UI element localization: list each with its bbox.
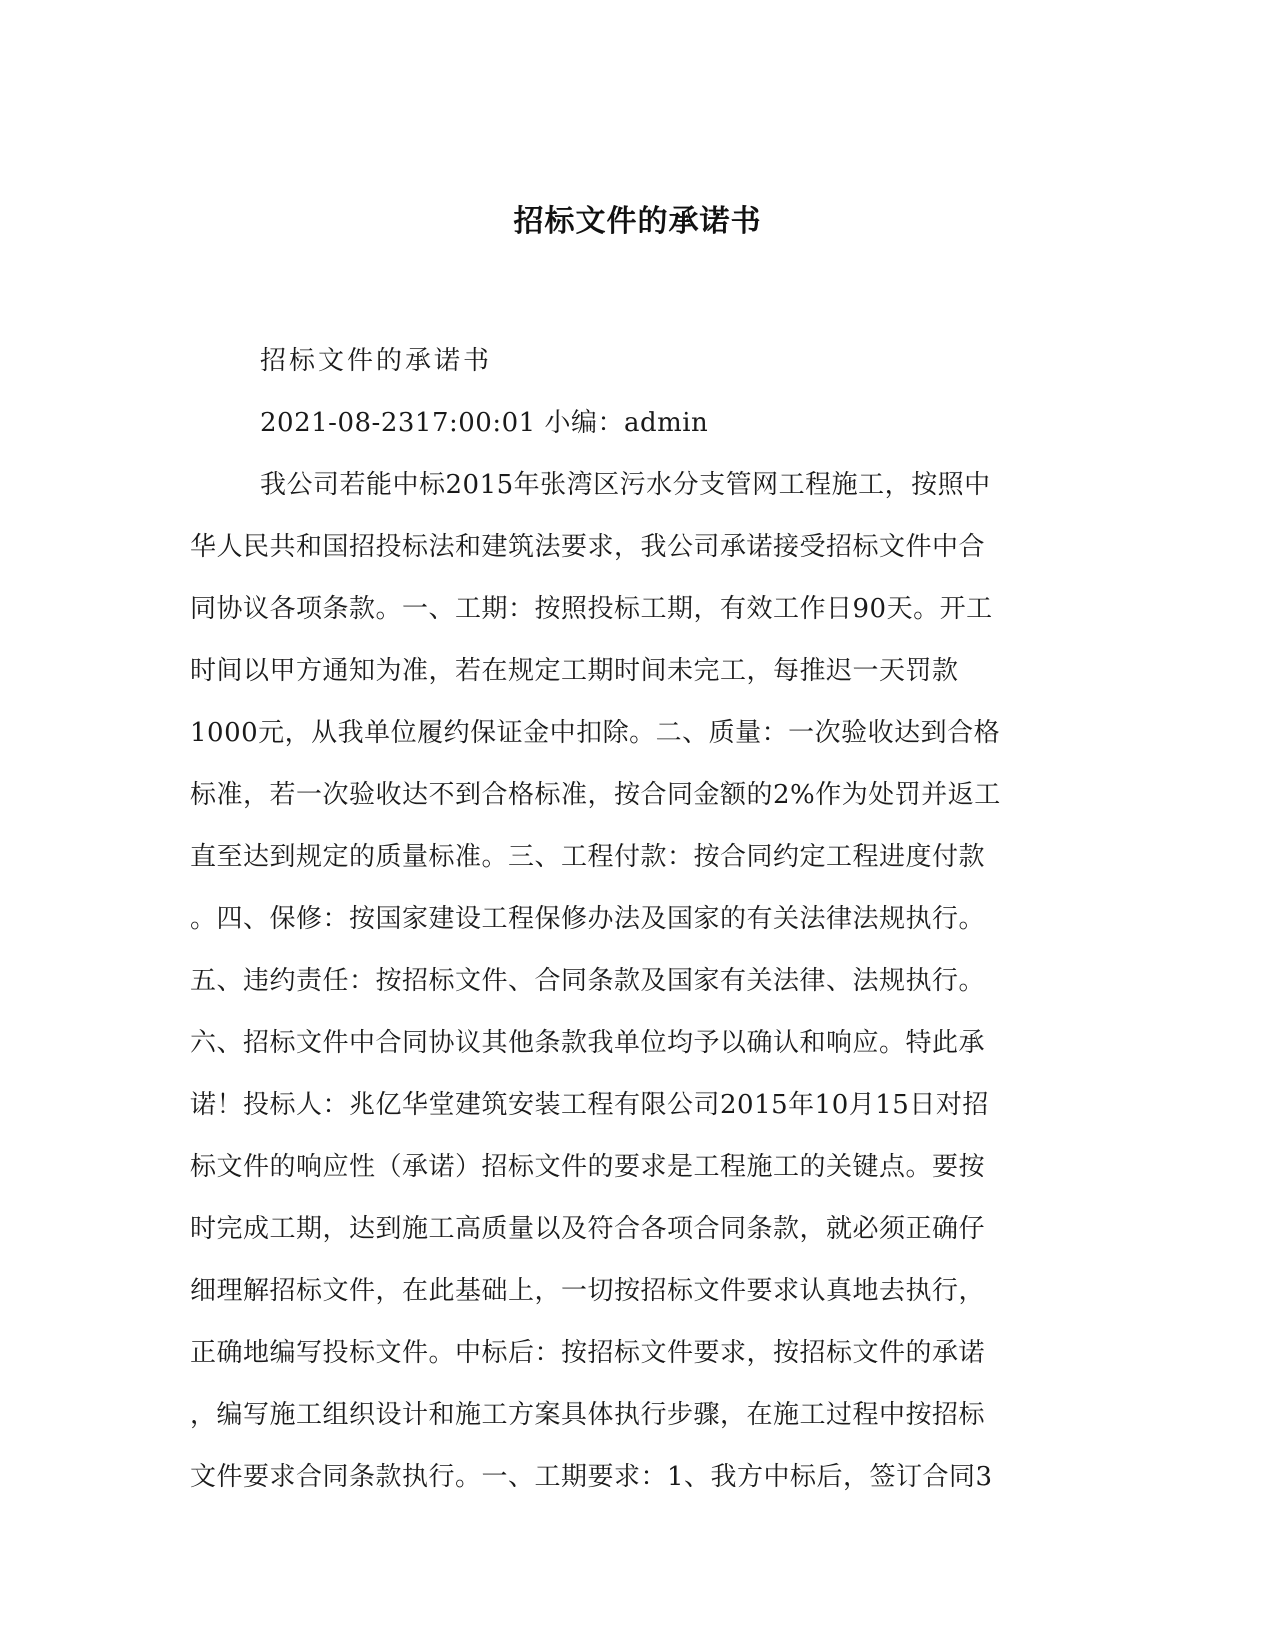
paragraph-line: 华人民共和国招投标法和建筑法要求，我公司承诺接受招标文件中合 bbox=[190, 532, 986, 562]
paragraph-line: 诺！投标人：兆亿华堂建筑安装工程有限公司2015年10月15日对招 bbox=[190, 1090, 989, 1120]
paragraph-line: 时间以甲方通知为准，若在规定工期时间未完工，每推迟一天罚款 bbox=[190, 656, 959, 686]
paragraph-line: 标准，若一次验收达不到合格标准，按合同金额的2%作为处罚并返工 bbox=[190, 780, 1001, 810]
paragraph-line: 五、违约责任：按招标文件、合同条款及国家有关法律、法规执行。 bbox=[190, 966, 986, 996]
paragraph-line: 时完成工期，达到施工高质量以及符合各项合同条款，就必须正确仔 bbox=[190, 1214, 986, 1244]
paragraph-line: 同协议各项条款。一、工期：按照投标工期，有效工作日90天。开工 bbox=[190, 594, 993, 624]
document-body bbox=[190, 330, 1070, 1508]
document-title: 招标文件的承诺书 bbox=[513, 204, 762, 239]
paragraph-line: ，编写施工组织设计和施工方案具体执行步骤，在施工过程中按招标 bbox=[190, 1400, 986, 1430]
document-subtitle: 招标文件的承诺书 bbox=[260, 346, 493, 376]
paragraph-line: 。四、保修：按国家建设工程保修办法及国家的有关法律法规执行。 bbox=[190, 904, 986, 934]
paragraph-line: 正确地编写投标文件。中标后：按招标文件要求，按招标文件的承诺 bbox=[190, 1338, 986, 1368]
paragraph-line: 六、招标文件中合同协议其他条款我单位均予以确认和响应。特此承 bbox=[190, 1028, 986, 1058]
paragraph-line: 1000元，从我单位履约保证金中扣除。二、质量：一次验收达到合格 bbox=[190, 718, 1001, 748]
paragraph-line: 直至达到规定的质量标准。三、工程付款：按合同约定工程进度付款 bbox=[190, 842, 986, 872]
paragraph-line: 我公司若能中标2015年张湾区污水分支管网工程施工，按照中 bbox=[260, 470, 991, 500]
paragraph-line: 细理解招标文件，在此基础上，一切按招标文件要求认真地去执行， bbox=[190, 1276, 986, 1306]
paragraph-line: 标文件的响应性（承诺）招标文件的要求是工程施工的关键点。要按 bbox=[190, 1152, 986, 1182]
paragraph-line: 文件要求合同条款执行。一、工期要求：1、我方中标后，签订合同3 bbox=[190, 1462, 993, 1492]
document-meta: 2021-08-2317:00:01 小编：admin bbox=[260, 408, 709, 438]
